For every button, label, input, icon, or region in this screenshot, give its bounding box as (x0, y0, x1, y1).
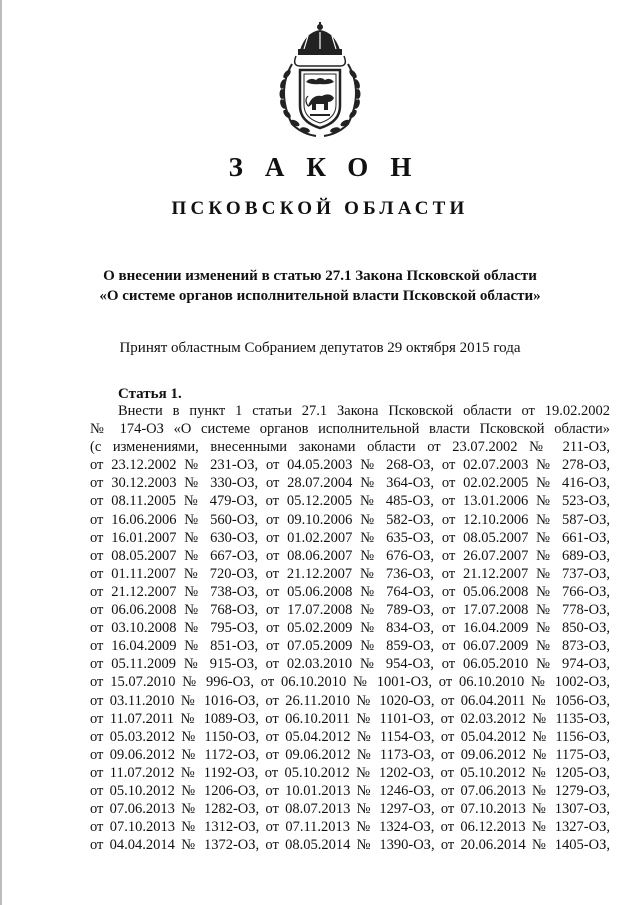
body-line: от 16.04.2009 № 851-ОЗ, от 07.05.2009 № 859-ОЗ, от 06.07.2009 № 873-ОЗ, (90, 638, 610, 655)
article-title: Статья 1. (118, 386, 182, 402)
body-line: от 05.03.2012 № 1150-ОЗ, от 05.04.2012 № 1154-ОЗ, от 05.04.2012 № 1156-ОЗ, (90, 728, 610, 745)
body-line: от 16.06.2006 № 560-ОЗ, от 09.10.2006 № 582-ОЗ, от 12.10.2006 № 587-ОЗ, (90, 511, 610, 528)
body-line: (с изменениями, внесенными законами области от 23.07.2002 № 211-ОЗ, (90, 439, 610, 456)
body-line: № 174-ОЗ «О системе органов исполнительной власти Псковской области» (90, 421, 610, 438)
body-line: от 15.07.2010 № 996-ОЗ, от 06.10.2010 № 1001-ОЗ, от 06.10.2010 № 1002-ОЗ, (90, 674, 610, 691)
body-line: от 08.11.2005 № 479-ОЗ, от 05.12.2005 № 485-ОЗ, от 13.01.2006 № 523-ОЗ, (90, 493, 610, 510)
article-body (90, 402, 610, 872)
body-line: от 16.01.2007 № 630-ОЗ, от 01.02.2007 № 635-ОЗ, от 08.05.2007 № 661-ОЗ, (90, 529, 610, 546)
law-heading-line: О внесении изменений в статью 27.1 Закона Псковской области (103, 268, 537, 284)
body-line: от 23.12.2002 № 231-ОЗ, от 04.05.2003 № 268-ОЗ, от 02.07.2003 № 278-ОЗ, (90, 457, 610, 474)
body-line: Внести в пункт 1 статьи 27.1 Закона Псковской области от 19.02.2002 (118, 403, 610, 419)
body-line: от 01.11.2007 № 720-ОЗ, от 21.12.2007 № 736-ОЗ, от 21.12.2007 № 737-ОЗ, (90, 565, 610, 582)
body-line: от 06.06.2008 № 768-ОЗ, от 17.07.2008 № 789-ОЗ, от 17.07.2008 № 778-ОЗ, (90, 602, 610, 619)
body-line: от 07.06.2013 № 1282-ОЗ, от 08.07.2013 № 1297-ОЗ, от 07.10.2013 № 1307-ОЗ, (90, 801, 610, 818)
body-line: от 21.12.2007 № 738-ОЗ, от 05.06.2008 № 764-ОЗ, от 05.06.2008 № 766-ОЗ, (90, 583, 610, 600)
law-heading (0, 266, 640, 306)
body-line: от 03.11.2010 № 1016-ОЗ, от 26.11.2010 № 1020-ОЗ, от 06.04.2011 № 1056-ОЗ, (90, 692, 610, 709)
body-line: от 30.12.2003 № 330-ОЗ, от 28.07.2004 № 364-ОЗ, от 02.02.2005 № 416-ОЗ, (90, 475, 610, 492)
body-line: от 11.07.2011 № 1089-ОЗ, от 06.10.2011 № 1101-ОЗ, от 02.03.2012 № 1135-ОЗ, (90, 710, 610, 727)
body-line: от 07.10.2013 № 1312-ОЗ, от 07.11.2013 № 1324-ОЗ, от 06.12.2013 № 1327-ОЗ, (90, 819, 610, 836)
adoption-note: Принят областным Собранием депутатов 29 октября 2015 года (119, 340, 521, 356)
body-line: от 11.07.2012 № 1192-ОЗ, от 05.10.2012 № 1202-ОЗ, от 05.10.2012 № 1205-ОЗ, (90, 764, 610, 781)
pskov-coat-of-arms-icon (262, 22, 378, 142)
body-line: от 04.04.2014 № 1372-ОЗ, от 08.05.2014 № 1390-ОЗ, от 20.06.2014 № 1405-ОЗ, (90, 837, 610, 854)
body-line: от 03.10.2008 № 795-ОЗ, от 05.02.2009 № 834-ОЗ, от 16.04.2009 № 850-ОЗ, (90, 620, 610, 637)
body-line (90, 854, 610, 872)
document-subtitle: ПСКОВСКОЙ ОБЛАСТИ (171, 198, 469, 219)
body-line: от 09.06.2012 № 1172-ОЗ, от 09.06.2012 № 1173-ОЗ, от 09.06.2012 № 1175-ОЗ, (90, 746, 610, 763)
body-line: от 05.11.2009 № 915-ОЗ, от 02.03.2010 № 954-ОЗ, от 06.05.2010 № 974-ОЗ, (90, 656, 610, 673)
document-title: ЗАКОН (228, 152, 434, 182)
body-line: от 05.10.2012 № 1206-ОЗ, от 10.01.2013 № 1246-ОЗ, от 07.06.2013 № 1279-ОЗ, (90, 782, 610, 799)
law-heading-line: «О системе органов исполнительной власти Псковской области» (99, 288, 541, 304)
body-line: от 08.05.2007 № 667-ОЗ, от 08.06.2007 № 676-ОЗ, от 26.07.2007 № 689-ОЗ, (90, 547, 610, 564)
scan-margin-line (0, 0, 2, 905)
